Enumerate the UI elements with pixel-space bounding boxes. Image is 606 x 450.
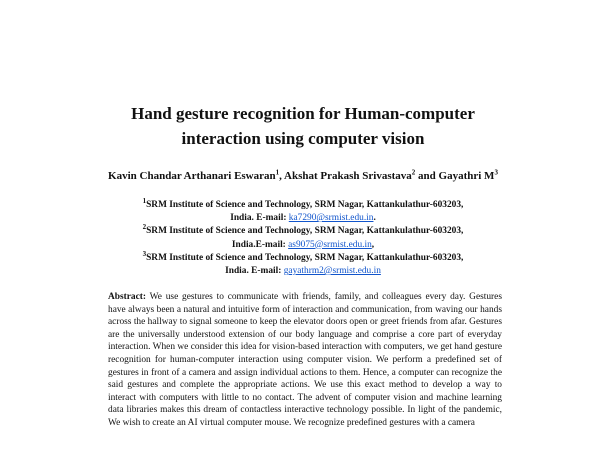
author-sep-2: and bbox=[415, 170, 439, 182]
title-line-1: Hand gesture recognition for Human-computer bbox=[131, 104, 475, 123]
affiliation-institute-3: SRM Institute of Science and Technology, SRM Nagar, Kattankulathur-603203, bbox=[146, 252, 464, 263]
affiliation-institute-2: SRM Institute of Science and Technology, SRM Nagar, Kattankulathur-603203, bbox=[146, 226, 464, 237]
affiliation-suffix-2: , bbox=[371, 239, 375, 250]
author-sep-1: , bbox=[279, 170, 285, 182]
author-name-1: Kavin Chandar Arthanari Eswaran bbox=[108, 170, 276, 182]
author-name-3: Gayathri M bbox=[438, 170, 495, 182]
affiliations bbox=[0, 196, 606, 278]
affiliation-prefix-1: India. E-mail: bbox=[230, 213, 289, 224]
author-sup-1: 1 bbox=[275, 168, 280, 177]
author-name-2: Akshat Prakash Srivastava bbox=[284, 170, 412, 182]
email-link-2[interactable]: as9075@srmist.edu.in bbox=[288, 239, 372, 250]
abstract-text: We use gestures to communicate with friends, family, and colleagues every day. Gestures have always been a natural and intuitive form of interaction and communication, from waving our hands across the hallway to signal someone to keep the elevator doors open or greet friends from afar. Gestures are the universally understood extension of our body language and comprise a core part of everyday interaction. When we consider this idea for vision-based interaction with computers, we get hand gesture recognition for human-computer interaction using computer vision. We perform a predefined set of gestures in front of a camera and assign individual actions to them. Hence, a computer can recognize the said gestures and complete the appropriate actions. We use this exact method to develop a way to interact with computers with little to no contact. The advent of computer vision and machine learning data libraries makes this dream of contactless interactive technology possible. In light of the pandemic, We wish to create an AI virtual computer mouse. We recognize predefined gestures with a camera bbox=[108, 292, 502, 428]
affiliation-sup-2: 2 bbox=[142, 223, 147, 232]
paper-title bbox=[0, 101, 606, 151]
affiliation-3 bbox=[0, 249, 606, 278]
affiliation-suffix-1: . bbox=[373, 213, 376, 224]
affiliation-2 bbox=[0, 225, 606, 251]
affiliation-sup-3: 3 bbox=[142, 249, 147, 258]
title-line-2: interaction using computer vision bbox=[181, 129, 425, 148]
affiliation-1 bbox=[0, 196, 606, 225]
abstract-label: Abstract: bbox=[108, 292, 147, 302]
affiliation-sup-1: 1 bbox=[142, 196, 147, 205]
affiliation-prefix-3: India. E-mail: bbox=[225, 266, 284, 277]
email-link-1[interactable]: ka7290@srmist.edu.in bbox=[288, 213, 374, 224]
affiliation-institute-1: SRM Institute of Science and Technology, SRM Nagar, Kattankulathur-603203, bbox=[146, 200, 464, 210]
affiliation-prefix-2: India.E-mail: bbox=[231, 239, 289, 250]
author-sup-2: 2 bbox=[411, 168, 416, 177]
abstract-paragraph bbox=[108, 291, 502, 430]
author-sup-3: 3 bbox=[494, 168, 498, 177]
email-link-3[interactable]: gayathrm2@srmist.edu.in bbox=[283, 266, 381, 277]
author-list bbox=[0, 168, 606, 184]
